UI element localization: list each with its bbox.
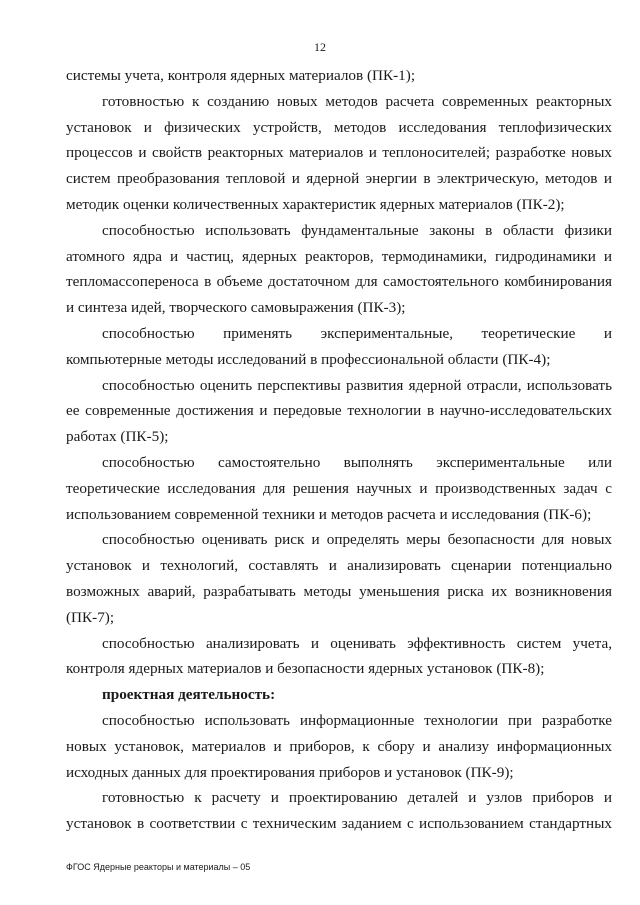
paragraph-pk3: способностью использовать фундаментальные законы в области физики атомного ядра и частиц, ядерных реакторов, термодинамики, гидродинамики и тепломассопереноса в объеме достаточном для самостоятельного комбинирования и синтеза идей, творческого самовыражения (ПК-3);	[66, 221, 612, 317]
document-body	[66, 63, 612, 837]
paragraph-pk9: способностью использовать информационные технологии при разработке новых установок, материалов и приборов, к сбору и анализу информационных исходных данных для проектирования приборов и установок (ПК-9);	[66, 711, 612, 781]
paragraph-pk6: способностью самостоятельно выполнять экспериментальные или теоретические исследования для решения научных и производственных задач с использованием современной техники и методов расчета и исследования (ПК-6);	[66, 453, 612, 523]
page-footer: ФГОС Ядерные реакторы и материалы – 05	[66, 862, 251, 872]
paragraph-pk7: способностью оценивать риск и определять меры безопасности для новых установок и технологий, составлять и анализировать сценарии потенциально возможных аварий, разрабатывать методы уменьшения риска их возникновения (ПК-7);	[66, 531, 612, 626]
paragraph-pk2: готовностью к созданию новых методов расчета современных реакторных установок и физических устройств, методов исследования теплофизических процессов и свойств реакторных материалов и теплоносителей; разработке новых систем преобразования тепловой и ядерной энергии в электрическую, методов и методик оценки количественных характеристик ядерных материалов (ПК-2);	[66, 92, 612, 213]
paragraph-pk5: способностью оценить перспективы развития ядерной отрасли, использовать ее современные достижения и передовые технологии в научно-исследовательских работах (ПК-5);	[66, 376, 612, 446]
page-number: 12	[314, 40, 326, 54]
paragraph-pk8: способностью анализировать и оценивать эффективность систем учета, контроля ядерных материалов и безопасности ядерных установок (ПК-8);	[66, 634, 612, 678]
paragraph-pk4: способностью применять экспериментальные, теоретические и компьютерные методы исследований в профессиональной области (ПК-4);	[66, 324, 612, 368]
paragraph-pk10-start: готовностью к расчету и проектированию деталей и узлов приборов и установок в соответствии с техническим заданием с использованием стандартных	[66, 789, 612, 833]
section-heading-design: проектная деятельность:	[102, 686, 276, 704]
paragraph-pk1-continuation: системы учета, контроля ядерных материалов (ПК-1);	[66, 67, 416, 84]
